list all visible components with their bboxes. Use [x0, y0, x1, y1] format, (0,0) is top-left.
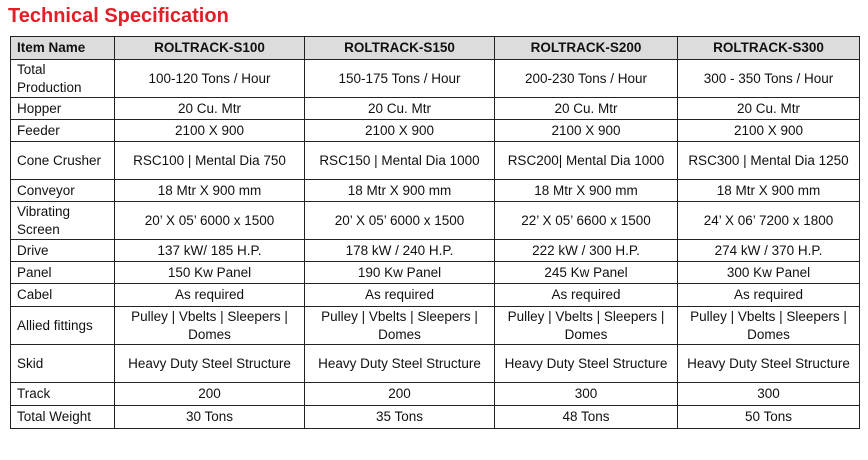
table-cell: 18 Mtr X 900 mm — [678, 180, 860, 202]
table-cell: 48 Tons — [495, 406, 678, 429]
table-row — [11, 406, 860, 429]
table-cell: Pulley | Vbelts | Sleepers | Domes — [678, 307, 860, 345]
table-cell: Pulley | Vbelts | Sleepers | Domes — [495, 307, 678, 345]
table-cell: 22’ X 05’ 6600 x 1500 — [495, 202, 678, 240]
row-label: Cabel — [11, 284, 115, 307]
column-header: ROLTRACK-S200 — [495, 37, 678, 60]
table-cell: 20 Cu. Mtr — [678, 98, 860, 120]
table-cell: 178 kW / 240 H.P. — [305, 240, 495, 262]
table-cell: As required — [305, 284, 495, 307]
table-cell: 18 Mtr X 900 mm — [305, 180, 495, 202]
table-cell: Heavy Duty Steel Structure — [495, 345, 678, 383]
row-label: Panel — [11, 262, 115, 284]
column-header: ROLTRACK-S150 — [305, 37, 495, 60]
table-cell: As required — [678, 284, 860, 307]
table-cell: 150 Kw Panel — [115, 262, 305, 284]
row-label: Total Weight — [11, 406, 115, 429]
table-cell: 300 Kw Panel — [678, 262, 860, 284]
table-cell: 35 Tons — [305, 406, 495, 429]
table-cell: 2100 X 900 — [495, 120, 678, 142]
table-cell: Heavy Duty Steel Structure — [305, 345, 495, 383]
row-label: Hopper — [11, 98, 115, 120]
table-row — [11, 142, 860, 180]
table-cell: Pulley | Vbelts | Sleepers | Domes — [115, 307, 305, 345]
spec-table — [10, 36, 860, 429]
table-cell: 190 Kw Panel — [305, 262, 495, 284]
table-cell: 18 Mtr X 900 mm — [115, 180, 305, 202]
row-label: Conveyor — [11, 180, 115, 202]
column-header: ROLTRACK-S100 — [115, 37, 305, 60]
table-cell: RSC300 | Mental Dia 1250 — [678, 142, 860, 180]
row-label: Feeder — [11, 120, 115, 142]
column-header: Item Name — [11, 37, 115, 60]
table-cell: 2100 X 900 — [305, 120, 495, 142]
table-cell: 200 — [115, 383, 305, 406]
row-label: Cone Crusher — [11, 142, 115, 180]
row-label: Drive — [11, 240, 115, 262]
table-cell: 20’ X 05’ 6000 x 1500 — [305, 202, 495, 240]
table-cell: As required — [495, 284, 678, 307]
row-label: Track — [11, 383, 115, 406]
table-cell: RSC100 | Mental Dia 750 — [115, 142, 305, 180]
table-row — [11, 98, 860, 120]
table-row — [11, 307, 860, 345]
table-cell: 245 Kw Panel — [495, 262, 678, 284]
table-cell: 20 Cu. Mtr — [305, 98, 495, 120]
table-cell: 150-175 Tons / Hour — [305, 60, 495, 98]
table-cell: 100-120 Tons / Hour — [115, 60, 305, 98]
table-cell: RSC200| Mental Dia 1000 — [495, 142, 678, 180]
table-cell: 50 Tons — [678, 406, 860, 429]
row-label: Vibrating Screen — [11, 202, 115, 240]
table-cell: 222 kW / 300 H.P. — [495, 240, 678, 262]
table-row — [11, 284, 860, 307]
table-row — [11, 383, 860, 406]
table-cell: 300 - 350 Tons / Hour — [678, 60, 860, 98]
table-cell: As required — [115, 284, 305, 307]
column-header: ROLTRACK-S300 — [678, 37, 860, 60]
table-row — [11, 202, 860, 240]
table-cell: 200-230 Tons / Hour — [495, 60, 678, 98]
table-cell: 30 Tons — [115, 406, 305, 429]
table-cell: 18 Mtr X 900 mm — [495, 180, 678, 202]
table-cell: 300 — [495, 383, 678, 406]
table-row — [11, 262, 860, 284]
header-row — [11, 37, 860, 60]
table-cell: 20 Cu. Mtr — [495, 98, 678, 120]
row-label: Skid — [11, 345, 115, 383]
table-cell: Heavy Duty Steel Structure — [678, 345, 860, 383]
table-row — [11, 60, 860, 98]
table-cell: 137 kW/ 185 H.P. — [115, 240, 305, 262]
table-cell: 2100 X 900 — [678, 120, 860, 142]
table-cell: 274 kW / 370 H.P. — [678, 240, 860, 262]
page-title: Technical Specification — [8, 5, 229, 27]
table-cell: 300 — [678, 383, 860, 406]
table-cell: 20 Cu. Mtr — [115, 98, 305, 120]
table-cell: Pulley | Vbelts | Sleepers | Domes — [305, 307, 495, 345]
table-cell: 20’ X 05’ 6000 x 1500 — [115, 202, 305, 240]
table-cell: Heavy Duty Steel Structure — [115, 345, 305, 383]
table-cell: 24’ X 06’ 7200 x 1800 — [678, 202, 860, 240]
row-label: Total Production — [11, 60, 115, 98]
row-label: Allied fittings — [11, 307, 115, 345]
table-row — [11, 180, 860, 202]
table-cell: 200 — [305, 383, 495, 406]
table-cell: 2100 X 900 — [115, 120, 305, 142]
table-row — [11, 240, 860, 262]
table-row — [11, 345, 860, 383]
table-cell: RSC150 | Mental Dia 1000 — [305, 142, 495, 180]
table-row — [11, 120, 860, 142]
